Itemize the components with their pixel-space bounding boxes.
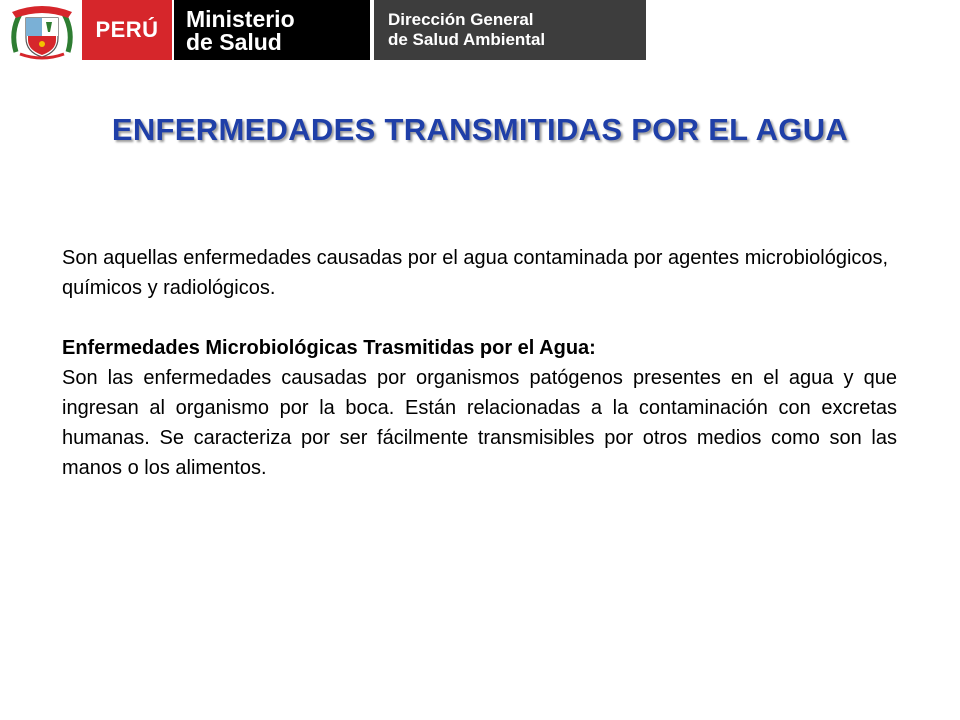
- coat-of-arms-icon: [6, 2, 78, 60]
- country-label: PERÚ: [82, 0, 172, 60]
- ministry-label: [174, 0, 370, 60]
- header-banner: [0, 0, 960, 62]
- ministry-line-2: de Salud: [186, 29, 282, 55]
- ministry-line-1: Ministerio: [186, 6, 295, 32]
- slide-content: [62, 243, 897, 483]
- slide-title: ENFERMEDADES TRANSMITIDAS POR EL AGUA: [111, 112, 849, 147]
- directorate-label: [374, 0, 646, 60]
- directorate-line-1: Dirección General: [388, 10, 534, 29]
- section-heading: Enfermedades Microbiológicas Trasmitidas por el Agua:: [62, 337, 596, 359]
- directorate-line-2: de Salud Ambiental: [388, 30, 546, 49]
- intro-paragraph: Son aquellas enfermedades causadas por el agua contaminada por agentes microbiológicos, químicos y radiológicos.: [62, 247, 889, 299]
- body-paragraph: Son las enfermedades causadas por organismos patógenos presentes en el agua y que ingresan al organismo por la boca. Están relacionadas a la contaminación con excretas humanas. Se caracteriza por ser fácilmente transmisibles por otros medios como son las manos o los alimentos.: [62, 367, 897, 479]
